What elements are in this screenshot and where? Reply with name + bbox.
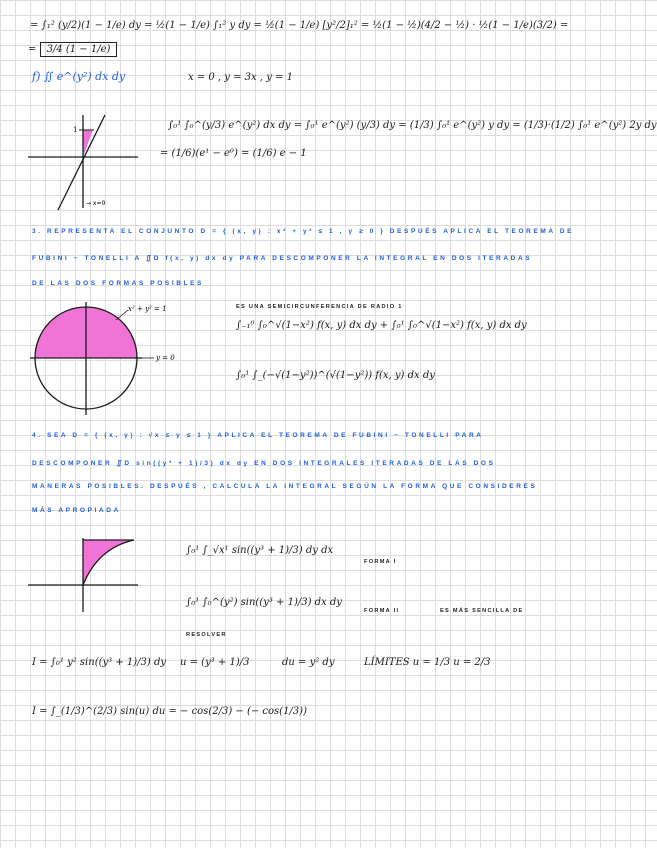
top-line-1: = ∫₁² (y/2)(1 − 1/e) dy = ½(1 − 1/e) ∫₁² y dy = ½(1 − 1/e) [y²/2]₁² = ½(1 − ½)(4/2 − ½) · ½(1 − 1/e)(3/2) =	[30, 20, 569, 31]
calc-1-differential: du = y² dy	[282, 657, 335, 668]
problem-4-line-3: MANERAS POSIBLES. DESPUÉS , CALCULA LA INTEGRAL SEGÚN LA FORMA QUE CONSIDERES	[32, 483, 538, 490]
problem-f-line-1: ∫₀¹ ∫₀^(y/3) e^(y²) dx dy = ∫₀¹ e^(y²) (y/3) dy = (1/3) ∫₀¹ e^(y²) y dy = (1/3)·(1/2) ∫₀¹ e^(y²) 2y dy	[168, 120, 657, 131]
calc-1-integral: I = ∫₀¹ y² sin((y³ + 1)/3) dy	[32, 657, 167, 668]
graph-f-tick: 1	[73, 126, 78, 134]
circle-label-pointer	[116, 310, 128, 320]
circle-label: x² + y² = 1	[128, 305, 167, 313]
graph-f-note: → x=0	[86, 200, 106, 207]
problem-3-line-1: 3. REPRESENTA EL CONJUNTO D = { (x, y) : x² + y² ≤ 1 , y ≥ 0 } DESPUÉS APLICA EL TEOREMA DE	[32, 228, 575, 235]
top-line-2: = 3/4 (1 − 1/e)	[28, 44, 117, 55]
axis-label: y = 0	[156, 354, 175, 362]
problem-4-line-4: MÁS APROPIADA	[32, 507, 121, 514]
graph-sqrt	[28, 530, 148, 630]
problem-3-note: ES UNA SEMICIRCUNFERENCIA DE RADIO 1	[236, 304, 403, 310]
problem-4-line-2: DESCOMPONER ∬D sin((y³ + 1)/3) dx dy EN DOS INTEGRALES ITERADAS DE LAS DOS	[32, 460, 496, 467]
calc-1-limits: LÍMITES u = 1/3 u = 2/3	[364, 657, 491, 668]
sqrt-region-shaded	[83, 540, 134, 585]
problem-f-bounds: x = 0 , y = 3x , y = 1	[188, 72, 293, 83]
form-2-integral: ∫₀¹ ∫₀^(y²) sin((y³ + 1)/3) dx dy	[186, 597, 342, 608]
calc-2-integral: I = ∫_(1/3)^(2/3) sin(u) du = − cos(2/3) − (− cos(1/3))	[32, 706, 307, 717]
graph-f-line-y3x	[58, 115, 105, 210]
graph-semicircle	[30, 300, 230, 420]
problem-f-line-2: = (1/6)(e¹ − e⁰) = (1/6) e − 1	[160, 148, 307, 159]
problem-f-label: f) ∬ e^(y²) dx dy	[32, 70, 126, 83]
calc-1-substitution: u = (y³ + 1)/3	[180, 657, 250, 668]
form-2-note-b: RESOLVER	[186, 632, 227, 638]
form-2-note-a: ES MÁS SENCILLA DE	[440, 608, 524, 614]
problem-4-line-1: 4. SEA D = { (x, y) : √x ≤ y ≤ 1 } APLICA EL TEOREMA DE FUBINI − TONELLI PARA	[32, 432, 484, 439]
form-1-label: FORMA I	[364, 559, 397, 565]
form-1-integral: ∫₀¹ ∫_√x¹ sin((y³ + 1)/3) dy dx	[186, 545, 334, 556]
graph-f	[28, 110, 138, 210]
problem-3-integral-1: ∫₋₁⁰ ∫₀^√(1−x²) f(x, y) dx dy + ∫₀¹ ∫₀^√(1−x²) f(x, y) dx dy	[236, 320, 527, 331]
problem-3-line-3: DE LAS DOS FORMAS POSIBLES	[32, 280, 204, 287]
form-2-label: FORMA II	[364, 608, 400, 614]
boxed-result: 3/4 (1 − 1/e)	[40, 42, 118, 57]
problem-3-integral-2: ∫₀¹ ∫_(−√(1−y²))^(√(1−y²)) f(x, y) dx dy	[236, 370, 435, 381]
problem-3-line-2: FUBINI − TONELLI A ∬D f(x, y) dx dy PARA DESCOMPONER LA INTEGRAL EN DOS ITERADAS	[32, 255, 533, 262]
